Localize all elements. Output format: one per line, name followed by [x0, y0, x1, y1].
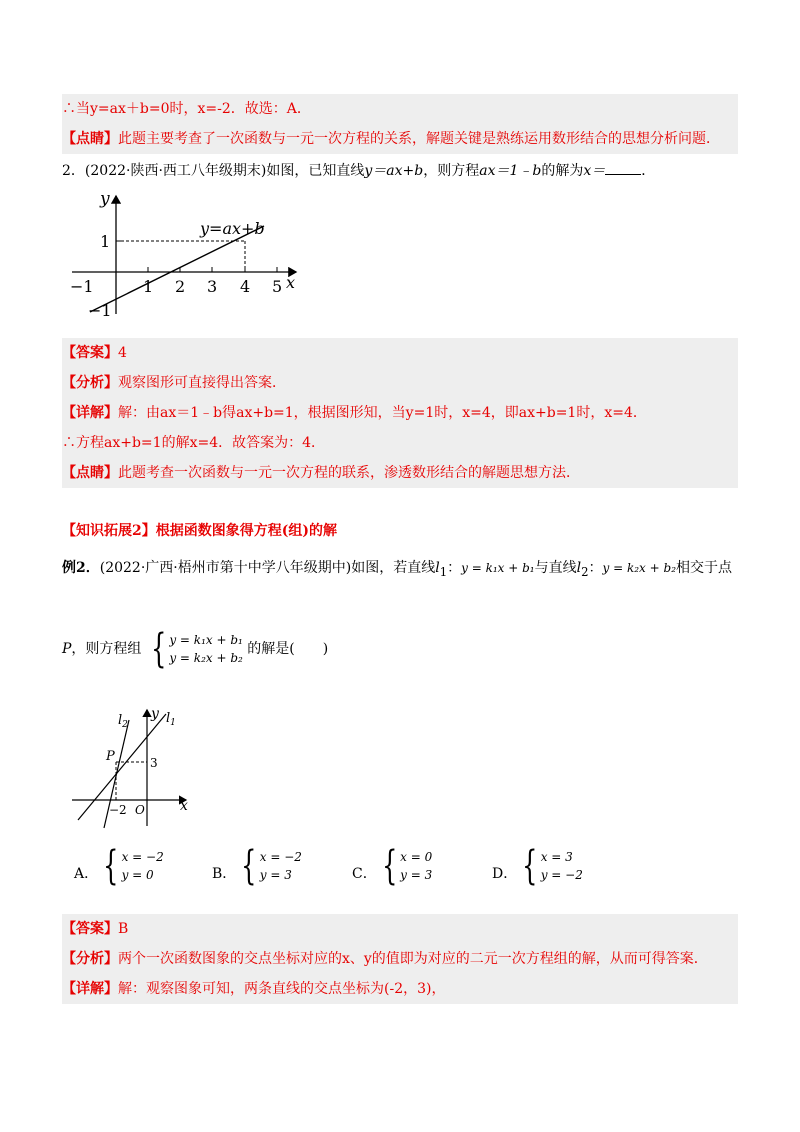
- x-tick-3: 3: [207, 277, 218, 296]
- problem2-question: 2．(2022·陕西·西工八年级期末)如图，已知直线y＝ax+b，则方程ax＝1﹣b的解为x＝ ．: [62, 156, 738, 186]
- equation: ax＝1﹣b: [479, 163, 542, 179]
- answer-value: B: [118, 921, 129, 937]
- x-label: x: [286, 273, 296, 292]
- point-p: P: [106, 749, 115, 764]
- x-tick-2: 2: [175, 277, 186, 296]
- tick-neg2: −2: [109, 803, 127, 817]
- solution1-conclusion: ∴当y=ax＋b=0时，x=-2．故选：A．: [62, 101, 311, 117]
- options-row: [62, 843, 738, 894]
- y-label: y: [100, 189, 110, 209]
- section-title: 【知识拓展2】根据函数图象得方程(组)的解: [62, 523, 337, 539]
- x-tick-4: 4: [240, 277, 251, 296]
- solution1-block: [62, 94, 738, 154]
- x-label: x: [180, 798, 188, 814]
- option-d[interactable]: D． { x = 3 y = −2: [492, 843, 583, 889]
- example2-question: 例2．(2022·广西·梧州市第十中学八年级期中)如图，若直线$l_1$：y = k₁x + b₁与直线$l_2$：y = k₂x + b₂相交于点: [62, 560, 733, 579]
- x-tick-1: 1: [143, 277, 154, 296]
- example-label: 例2．: [62, 560, 100, 576]
- example2-graph: [62, 700, 202, 830]
- y-tick-1: 1: [100, 232, 111, 251]
- origin-label: O: [135, 803, 145, 817]
- x-tick-neg1: −1: [70, 277, 94, 296]
- y-label: y: [151, 706, 159, 722]
- answer3-block: 【答案】B 【分析】两个一次函数图象的交点坐标对应的x、y的值即为对应的二元一次方程组的解，从而可得答案． 【详解】解：观察图象可知，两条直线的交点坐标为(-2，3)，: [62, 914, 738, 1004]
- solution1-comment: [62, 124, 738, 154]
- problem-source: (2022·陕西·西工八年级期末): [84, 163, 267, 179]
- problem-number: 2．: [62, 163, 85, 179]
- option-c[interactable]: C． { x = 0 y = 3: [352, 843, 433, 889]
- equation-system: { y = k₁x + b₁ y = k₂x + b₂: [150, 626, 243, 672]
- comment-text: 此题主要考查了一次函数与一元一次方程的关系，解题关键是熟练运用数形结合的思想分析问题．: [118, 131, 720, 147]
- tick-3: 3: [150, 756, 158, 770]
- answer-blank: [605, 160, 641, 175]
- l1-label: $l_1$: [166, 711, 176, 728]
- option-b[interactable]: B． { x = −2 y = 3: [212, 843, 302, 889]
- problem2-graph: [62, 186, 312, 326]
- example2-question-line2: P，则方程组 { y = k₁x + b₁ y = k₂x + b₂ 的解是( ): [62, 626, 329, 672]
- y-tick-neg1: −1: [88, 301, 112, 320]
- line-label: y=ax+b: [200, 219, 265, 238]
- answer2-block: 【答案】4 【分析】观察图形可直接得出答案． 【详解】解：由ax＝1﹣b得ax+b=1，根据图形知，当y=1时，x=4，即ax+b=1时，x=4． ∴方程ax+b=1的解x=4．故答案为：4． 【点睛】此题考查一次函数与一元一次方程的联系，渗透数形结合的解题思想方法．: [62, 338, 738, 488]
- answer-value: 4: [118, 345, 127, 361]
- l2-label: $l_2$: [118, 713, 128, 730]
- comment-tag: 【点睛】: [62, 131, 118, 147]
- x-tick-5: 5: [272, 277, 283, 296]
- option-a[interactable]: A． { x = −2 y = 0: [74, 843, 164, 889]
- line-equation: y＝ax+b: [364, 163, 424, 179]
